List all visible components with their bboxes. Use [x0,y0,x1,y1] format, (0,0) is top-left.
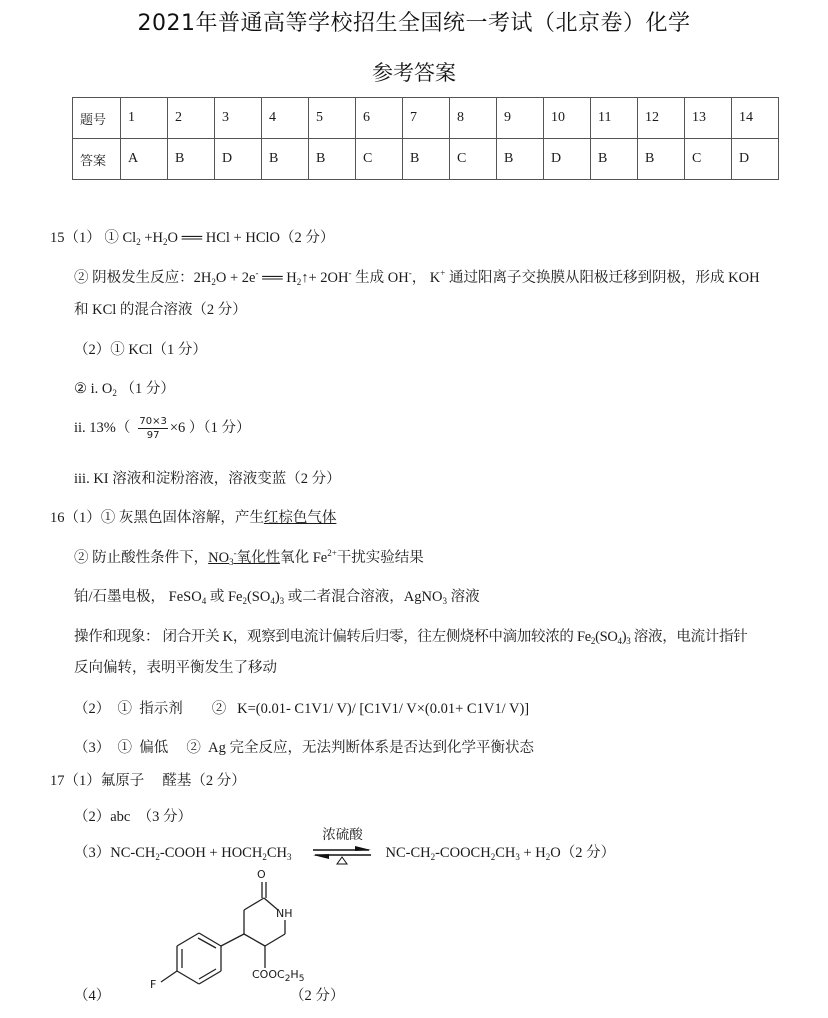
table-cell: 13 [685,98,732,139]
table-cell: 5 [309,98,356,139]
q15-part1: 15（1） ① $Cl_2 +H_2O$ ══ HCl + HClO（2 分） [50,230,335,247]
q17-part4-label: （4） [74,988,111,1004]
table-cell: D [215,139,262,180]
equilibrium-arrow-icon: 浓硫酸 [311,843,373,865]
q15-part1-2-cont: 和 KCl 的混合溶液（2 分） [74,302,247,318]
table-cell: B [497,139,544,180]
atom-label-o: O [257,868,266,881]
table-cell: 9 [497,98,544,139]
atom-label-ester: $COOC_2H_5$ [252,968,305,984]
table-cell: C [450,139,497,180]
table-cell: D [732,139,779,180]
q17-part4-score: （2 分） [290,988,345,1004]
table-cell: B [262,139,309,180]
q15-part2-2-i: ② i. $O_2$ （1 分） [74,381,175,398]
table-cell: B [591,139,638,180]
page-title: 2021年普通高等学校招生全国统一考试（北京卷）化学 [137,11,691,36]
q16-part1-4: 操作和现象： 闭合开关 K，观察到电流计偏转后归零，往左侧烧杯中滴加较浓的 $Fe_2(SO_4)_3$ 溶液，电流计指针 [74,629,748,646]
table-cell: 10 [544,98,591,139]
q16-part1-1: 16（1）① 灰黑色固体溶解，产生红棕色气体 [50,510,337,526]
q16-part1-4-cont: 反向偏转，表明平衡发生了移动 [74,660,277,676]
table-cell: B [403,139,450,180]
molecule-structure [110,868,305,998]
atom-label-f: F [150,978,157,991]
fraction: $\frac{70\times 3}{97}$ [139,416,167,442]
page-subtitle: 参考答案 [372,61,456,85]
table-cell: 6 [356,98,403,139]
q15-part1-2: ② 阴极发生反应：$2H_2O + 2e^-$ ══ $H_2↑+ 2OH^-$ 生成 OH-， K+ 通过阳离子交换膜从阳极迁移到阴极，形成 KOH [74,268,760,287]
atom-label-nh: NH [276,907,293,920]
table-cell: 4 [262,98,309,139]
q17-part1: 17（1）氟原子 醛基（2 分） [50,773,246,789]
q16-part1-3: 铂/石墨电极， FeSO$_4$ 或 $Fe_2(SO_4)_3$ 或二者混合溶液，AgNO$_3$ 溶液 [74,589,480,606]
table-cell: C [356,139,403,180]
table-cell: 12 [638,98,685,139]
table-cell: B [638,139,685,180]
table-cell: 14 [732,98,779,139]
table-cell: B [168,139,215,180]
table-cell: C [685,139,732,180]
q16-part3: （3） ① 偏低 ② Ag 完全反应，无法判断体系是否达到化学平衡状态 [74,740,534,756]
table-cell: 8 [450,98,497,139]
q15-part2-1: （2）① KCl（1 分） [74,342,207,358]
table-cell: 1 [121,98,168,139]
answer-table [72,97,779,180]
table-cell: B [309,139,356,180]
q15-part2-2-ii: ii. 13%（ $\frac{70\times 3}{97}$ ×6 ）（1 分） [74,416,251,442]
q15-part2-2-iii: iii. KI 溶液和淀粉溶液，溶液变蓝（2 分） [74,471,341,487]
table-cell: 7 [403,98,450,139]
table-cell: 3 [215,98,262,139]
q16-part2: （2） ① 指示剂 ② K=(0.01- C1V1/ V)/ [C1V1/ V×(0.01+ C1V1/ V)] [74,701,530,717]
q17-part3: $(3)NC-CH_2$-COOH + $HOCH_2CH_3$ 浓硫酸 $NC-CH_2-COOCH_2CH_3 + H_2O(2$ 分） [74,841,615,865]
row-label-answer: 答案 [73,139,121,180]
table-cell: 11 [591,98,638,139]
table-row-numbers [73,98,779,139]
q17-part2: （2）abc （3 分） [74,809,192,825]
table-cell: D [544,139,591,180]
row-label-number: 题号 [73,98,121,139]
table-cell: 2 [168,98,215,139]
table-cell: A [121,139,168,180]
table-row-answers [73,139,779,180]
q16-part1-2: ② 防止酸性条件下，$NO_3^-$氧化性氧化 $Fe^{2+}$干扰实验结果 [74,548,424,567]
